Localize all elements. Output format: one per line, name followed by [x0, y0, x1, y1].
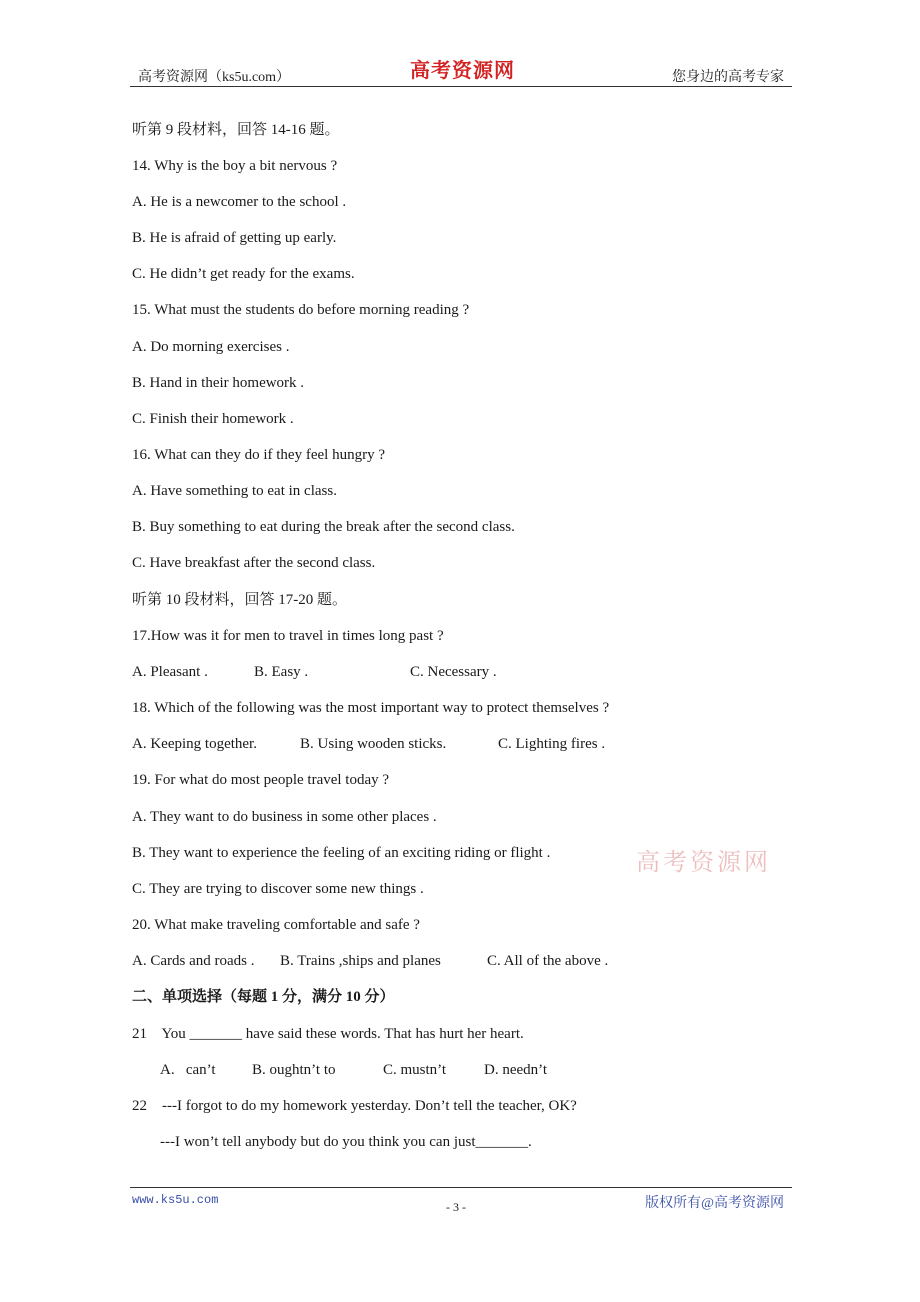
- question-17: 17.How was it for men to travel in times long past ?: [132, 628, 444, 644]
- option-15c: C. Finish their homework .: [132, 411, 294, 427]
- option-17c: C. Necessary .: [410, 664, 497, 680]
- option-15a: A. Do morning exercises .: [132, 339, 290, 355]
- option-15b: B. Hand in their homework .: [132, 375, 305, 391]
- footer-website-link[interactable]: www.ks5u.com: [132, 1193, 219, 1207]
- page-number: - 3 -: [446, 1200, 466, 1214]
- option-18a: A. Keeping together.: [132, 736, 257, 752]
- option-19b: B. They want to experience the feeling of an exciting riding or flight .: [132, 845, 551, 861]
- question-14: 14. Why is the boy a bit nervous ?: [132, 158, 338, 174]
- question-19: 19. For what do most people travel today ?: [132, 772, 390, 788]
- header-site-name: 高考资源网（ks5u.com）: [138, 70, 291, 85]
- section-instruction-10: 听第 10 段材料，回答 17-20 题。: [132, 592, 347, 608]
- option-16c: C. Have breakfast after the second class.: [132, 555, 376, 571]
- watermark-logo: 高考资源网: [636, 848, 771, 876]
- option-21b: B. oughtn’t to: [252, 1062, 336, 1078]
- question-16: 16. What can they do if they feel hungry ?: [132, 447, 385, 463]
- option-14b: B. He is afraid of getting up early.: [132, 230, 337, 246]
- option-14c: C. He didn’t get ready for the exams.: [132, 266, 355, 282]
- question-22-line2: ---I won’t tell anybody but do you think you can just_______.: [160, 1134, 532, 1150]
- question-21: 21 You _______ have said these words. That has hurt her heart.: [132, 1026, 524, 1042]
- options-20: [132, 951, 608, 971]
- question-15: 15. What must the students do before morning reading ?: [132, 302, 470, 318]
- page-header: [130, 52, 792, 87]
- option-17b: B. Easy .: [254, 664, 309, 680]
- option-20b: B. Trains ,ships and planes: [280, 953, 441, 969]
- section-2-title: 二、单项选择（每题 1 分，满分 10 分）: [132, 989, 395, 1005]
- option-21a: A. can’t: [160, 1062, 216, 1078]
- option-20a: A. Cards and roads .: [132, 953, 255, 969]
- question-18: 18. Which of the following was the most important way to protect themselves ?: [132, 700, 610, 716]
- option-14a: A. He is a newcomer to the school .: [132, 194, 347, 210]
- options-21: [160, 1060, 547, 1080]
- section-instruction-9: 听第 9 段材料，回答 14-16 题。: [132, 122, 340, 138]
- header-logo: 高考资源网: [410, 58, 515, 82]
- option-16a: A. Have something to eat in class.: [132, 483, 337, 499]
- option-18b: B. Using wooden sticks.: [300, 736, 447, 752]
- header-slogan: 您身边的高考专家: [672, 70, 784, 85]
- option-19c: C. They are trying to discover some new things .: [132, 881, 424, 897]
- option-19a: A. They want to do business in some other places .: [132, 809, 437, 825]
- option-21c: C. mustn’t: [383, 1062, 447, 1078]
- options-18: [132, 734, 605, 754]
- question-20: 20. What make traveling comfortable and safe ?: [132, 917, 420, 933]
- options-17: [132, 662, 497, 682]
- option-16b: B. Buy something to eat during the break after the second class.: [132, 519, 515, 535]
- option-20c: C. All of the above .: [487, 953, 609, 969]
- question-22: 22 ---I forgot to do my homework yesterday. Don’t tell the teacher, OK?: [132, 1098, 577, 1114]
- option-17a: A. Pleasant .: [132, 664, 208, 680]
- footer-copyright: 版权所有@高考资源网: [645, 1196, 784, 1211]
- option-21d: D. needn’t: [484, 1062, 548, 1078]
- option-18c: C. Lighting fires .: [498, 736, 606, 752]
- page-footer: [130, 1187, 792, 1214]
